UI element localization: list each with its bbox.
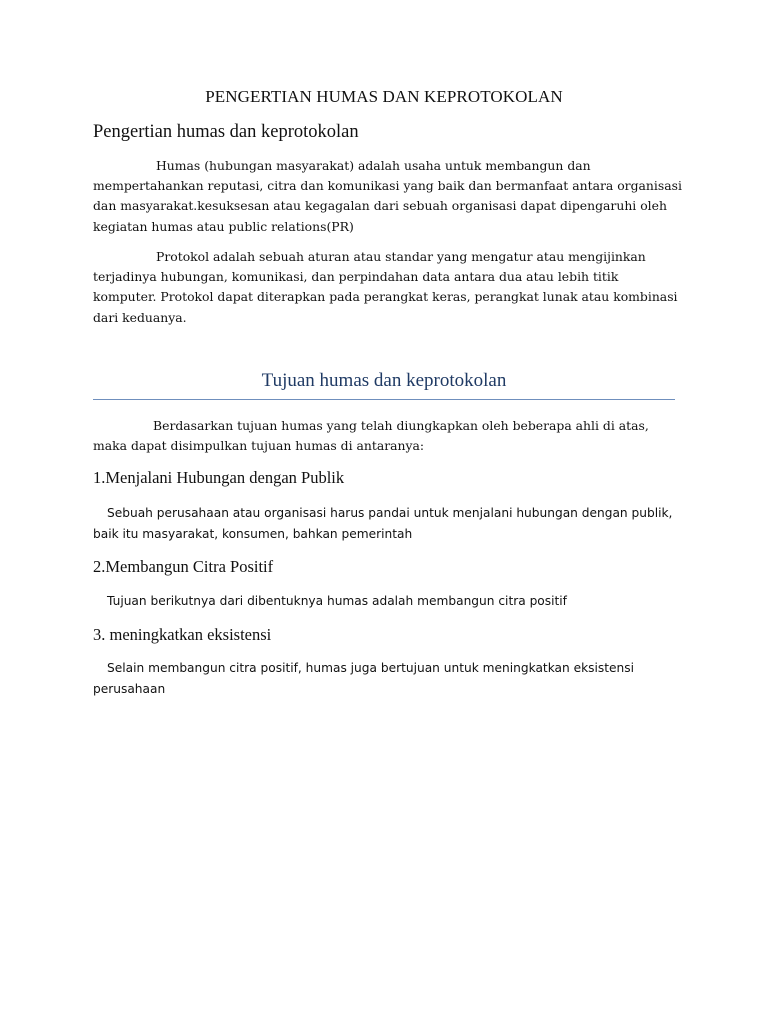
paragraph-protokol: Protokol adalah sebuah aturan atau standar yang mengatur atau mengijinkan terjadinya hubungan, komunikasi, dan perpindahan data antara dua atau lebih titik komputer. Protokol dapat diterapkan pada perangkat keras, perangkat lunak atau kombinasi dari keduanya. bbox=[93, 249, 678, 325]
section-intro: Berdasarkan tujuan humas yang telah diungkapkan oleh beberapa ahli di atas, maka dapat disimpulkan tujuan humas di antaranya: bbox=[93, 418, 649, 454]
document-subtitle: Pengertian humas dan keprotokolan bbox=[93, 122, 359, 142]
section-divider bbox=[93, 399, 675, 400]
paragraph-humas: Humas (hubungan masyarakat) adalah usaha untuk membangun dan mempertahankan reputasi, citra dan komunikasi yang baik dan bermanfaat antara organisasi dan masyarakat.kesuksesan atau kegagalan dari sebuah organisasi dapat dipengaruhi oleh kegiatan humas atau public relations(PR) bbox=[93, 158, 682, 234]
section-title: Tujuan humas dan keprotokolan bbox=[261, 370, 507, 391]
document-title: PENGERTIAN HUMAS DAN KEPROTOKOLAN bbox=[205, 87, 563, 106]
item-heading-3: 3. meningkatkan eksistensi bbox=[93, 625, 272, 644]
item-heading-2: 2.Membangun Citra Positif bbox=[93, 557, 274, 576]
item-body-1: Sebuah perusahaan atau organisasi harus pandai untuk menjalani hubungan dengan publik, baik itu masyarakat, konsumen, bahkan pemerintah bbox=[93, 506, 673, 541]
item-body-3: Selain membangun citra positif, humas juga bertujuan untuk meningkatkan eksistensi perusahaan bbox=[93, 661, 634, 696]
item-body-2: Tujuan berikutnya dari dibentuknya humas adalah membangun citra positif bbox=[107, 594, 567, 608]
item-heading-1: 1.Menjalani Hubungan dengan Publik bbox=[93, 468, 345, 487]
